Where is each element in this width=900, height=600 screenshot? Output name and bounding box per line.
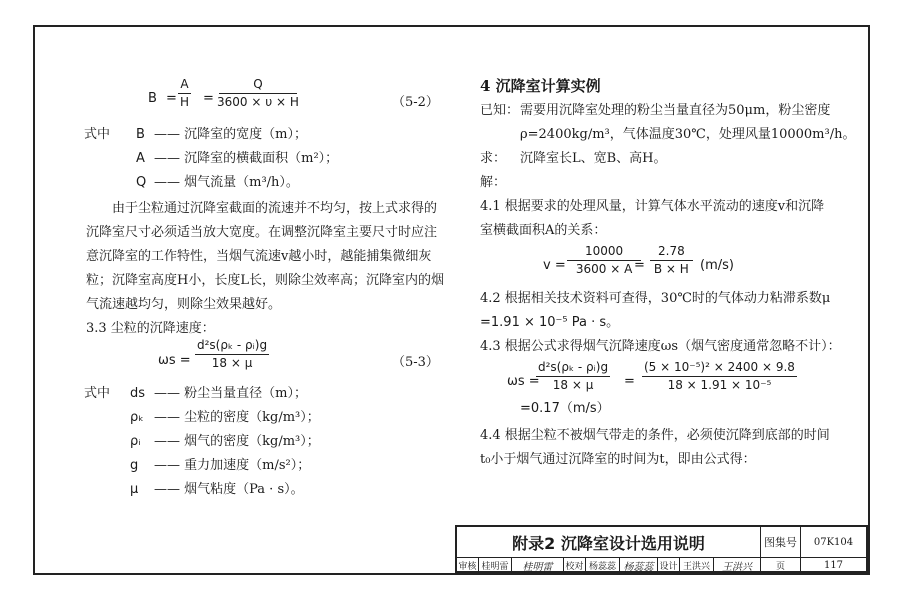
eq52-frac2-num: Q — [219, 77, 296, 94]
eq43-result: =0.17（m/s） — [520, 401, 610, 416]
title-block-row-1 — [457, 527, 866, 558]
eq43-n2: (5 × 10⁻⁵)² × 2400 × 9.8 — [642, 360, 797, 377]
known-line-2: ρ=2400kg/m³，气体温度30℃，处理风量10000m³/h。 — [520, 127, 856, 142]
defs2-sym-rho-k: ρₖ — [130, 410, 144, 425]
eq43-equals: = — [624, 374, 635, 389]
p42-line-1: 4.2 根据相关技术资料可查得，30℃时的气体动力粘滞系数μ — [480, 291, 831, 306]
sheet-title: 附录2 沉降室设计选用说明 — [457, 527, 761, 557]
eq53-lhs: ωs = — [158, 353, 191, 368]
eq43-n1: d²s(ρₖ - ρᵢ)g — [536, 360, 610, 377]
defs2-text-rho-k: —— 尘粒的密度（kg/m³）； — [154, 410, 320, 425]
eq41-fraction-2 — [650, 244, 693, 277]
eq43-fraction-1 — [536, 360, 610, 393]
atlas-number: 07K104 — [813, 536, 854, 548]
p44-line-1: 4.4 根据尘粒不被烟气带走的条件，必须使沉降到底部的时间 — [480, 428, 830, 443]
defs2-text-g: —— 重力加速度（m/s²）； — [154, 458, 311, 473]
defs2-sym-rho-i: ρᵢ — [130, 434, 141, 449]
eq43-d1: 18 × μ — [552, 378, 594, 392]
defs2-sym-mu: μ — [130, 482, 139, 497]
eq53-fraction — [195, 338, 269, 371]
p43-line-1: 4.3 根据公式求得烟气沉降速度ωs（烟气密度通常忽略不计）： — [480, 339, 841, 354]
page-number: 117 — [823, 559, 844, 571]
eq52-equals-1: = — [166, 91, 177, 106]
eq41-lhs: v = — [543, 258, 566, 273]
eq43-fraction-2 — [642, 360, 797, 393]
eq52-fraction-1 — [178, 77, 191, 110]
page-label: 页 — [761, 557, 801, 573]
eq53-num: d²s(ρₖ - ρᵢ)g — [195, 338, 269, 355]
eq41-equals: = — [634, 258, 645, 273]
defs2-text-rho-i: —— 烟气的密度（kg/m³）； — [154, 434, 320, 449]
para-line-5: 气流速越均匀，则除尘效果越好。 — [86, 297, 282, 312]
eq43-d2: 18 × 1.91 × 10⁻⁵ — [667, 378, 772, 392]
defs2-text-ds: —— 粉尘当量直径（m）； — [154, 386, 307, 401]
defs1-sym-Q: Q — [136, 175, 147, 190]
defs2-text-mu: —— 烟气粘度（Pa · s）。 — [154, 482, 304, 497]
design-label: 设计 — [658, 557, 680, 573]
defs2-sym-ds: ds — [130, 386, 146, 401]
design-name: 王洪兴 — [680, 557, 714, 573]
eq41-unit: (m/s) — [700, 258, 734, 273]
title-block — [455, 525, 868, 573]
eq52-lhs: B — [148, 91, 157, 106]
eq53-number: （5-3） — [392, 355, 439, 370]
eq53-den: 18 × μ — [211, 356, 253, 370]
defs2-prefix: 式中 — [84, 386, 111, 401]
section-heading: 4 沉降室计算实例 — [480, 77, 601, 95]
para-line-1: 由于尘粒通过沉降室截面的流速并不均匀，按上式求得的 — [112, 201, 438, 216]
eq41-n1: 10000 — [567, 244, 641, 261]
para-line-2: 沉降室尺寸必须适当放大宽度。在调整沉降室主要尺寸时应注 — [86, 225, 438, 240]
eq41-d2: B × H — [653, 262, 689, 276]
eq41-d1: 3600 × A — [575, 262, 633, 276]
defs1-sym-A: A — [136, 151, 145, 166]
check-name: 杨蕊蕊 — [586, 557, 620, 573]
atlas-label: 图集号 — [761, 527, 801, 557]
known-label: 已知： — [480, 103, 520, 118]
eq52-frac1-num: A — [178, 77, 190, 94]
eq41-n2: 2.78 — [650, 244, 693, 261]
p42-line-2: =1.91 × 10⁻⁵ Pa · s。 — [480, 315, 620, 330]
review-signature: 桂明雷 — [512, 557, 564, 573]
p41-line-2: 室横截面积A的关系： — [480, 223, 607, 238]
known-line-1: 需要用沉降室处理的粉尘当量直径为50μm，粉尘密度 — [520, 103, 831, 118]
review-name: 桂明雷 — [479, 557, 512, 573]
defs1-sym-B: B — [136, 127, 145, 142]
eq52-frac2-den: 3600 × υ × H — [217, 95, 299, 109]
check-label: 校对 — [564, 557, 586, 573]
eq41-fraction-1 — [567, 244, 641, 277]
eq52-number: （5-2） — [392, 95, 439, 110]
solve-label: 解： — [480, 175, 507, 190]
eq52-frac1-den: H — [180, 95, 190, 109]
defs1-text-B: —— 沉降室的宽度（m）； — [154, 127, 307, 142]
eq52-equals-2: = — [203, 91, 214, 106]
para-line-4: 粒；沉降室高度H小，长度L长，则除尘效率高；沉降室内的烟 — [86, 273, 444, 288]
p41-line-1: 4.1 根据要求的处理风量，计算气体水平流动的速度v和沉降 — [480, 199, 825, 214]
ask-label: 求： — [480, 151, 507, 166]
title-block-row-2 — [457, 557, 866, 573]
review-label: 审核 — [457, 557, 479, 573]
defs2-sym-g: g — [130, 458, 139, 473]
ask-text: 沉降室长L、宽B、高H。 — [520, 151, 667, 166]
eq43-lhs: ωs = — [507, 374, 540, 389]
eq52-fraction-2 — [215, 77, 301, 110]
check-signature: 杨蕊蕊 — [620, 557, 658, 573]
section-3-3: 3.3 尘粒的沉降速度： — [86, 321, 215, 336]
defs1-prefix: 式中 — [84, 127, 111, 142]
p44-line-2: t₀小于烟气通过沉降室的时间为t，即由公式得： — [480, 452, 756, 467]
defs1-text-Q: —— 烟气流量（m³/h）。 — [154, 175, 299, 190]
para-line-3: 意沉降室的工作特性，当烟气流速v越小时，越能捕集微细灰 — [86, 249, 432, 264]
design-signature: 王洪兴 — [714, 557, 761, 573]
defs1-text-A: —— 沉降室的横截面积（m²）； — [154, 151, 339, 166]
